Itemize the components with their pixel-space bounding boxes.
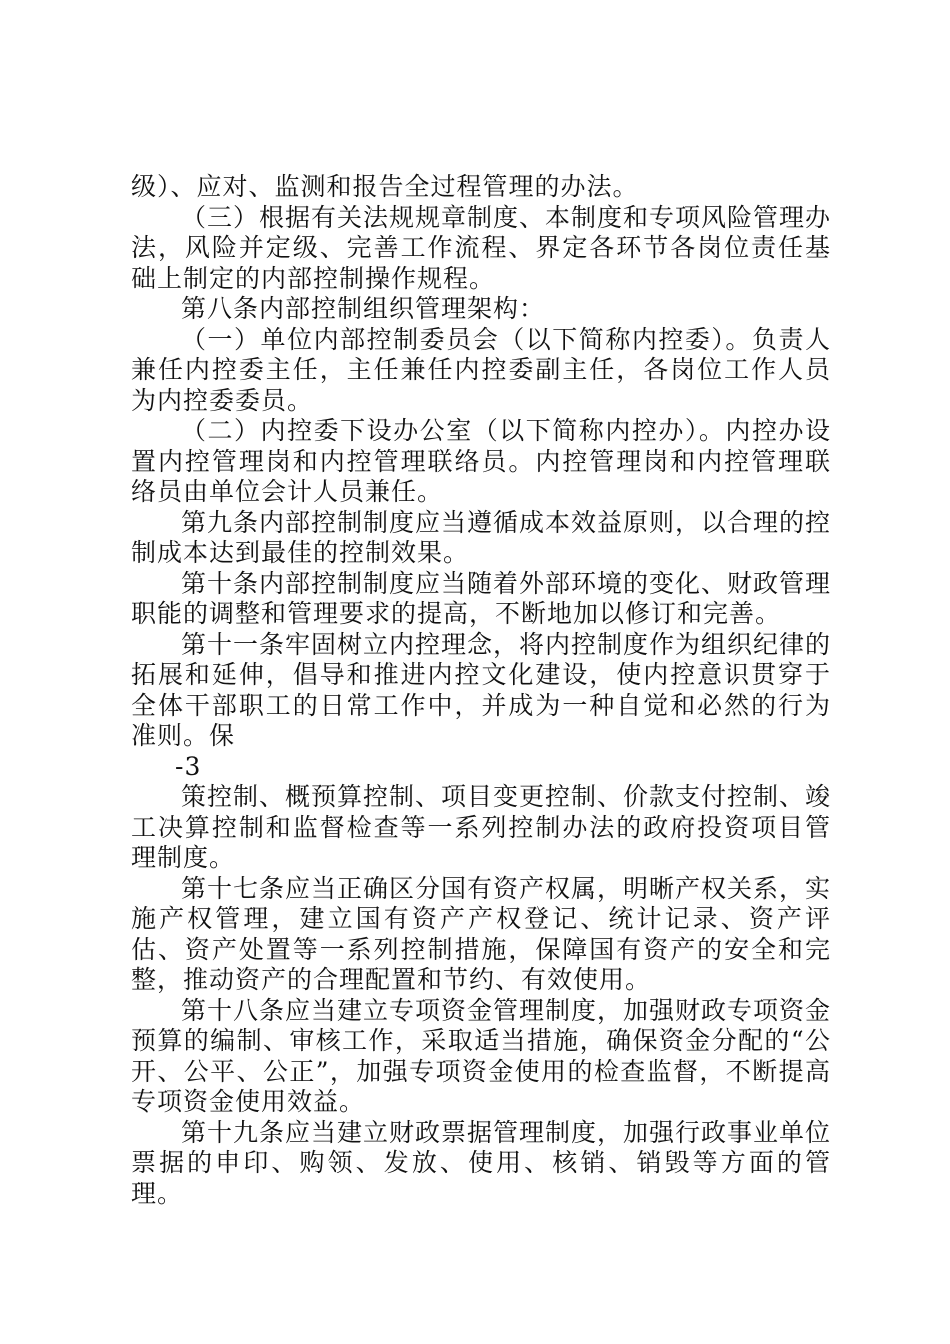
- paragraph-item-three: （三）根据有关法规规章制度、本制度和专项风险管理办法，风险并定级、完善工作流程、界定各环节各岗位责任基础上制定的内部控制操作规程。: [131, 202, 832, 293]
- paragraph-continuation: 级）、应对、监测和报告全过程管理的办法。: [131, 172, 639, 201]
- paragraph-item-one: （一）单位内部控制委员会（以下简称内控委）。负责人兼任内控委主任，主任兼任内控委副主任，各岗位工作人员为内控委委员。: [131, 324, 831, 415]
- paragraph-article-11: 第十一条牢固树立内控理念，将内控制度作为组织纪律的拓展和延伸，倡导和推进内控文化建设，使内控意识贯穿于全体干部职工的日常工作中，并成为一种自觉和必然的行为准则。保: [131, 629, 832, 750]
- paragraph-article-17: 第十七条应当正确区分国有资产权属，明晰产权关系，实施产权管理，建立国有资产产权登记、统计记录、资产评估、资产处置等一系列控制措施，保障国有资产的安全和完整，推动资产的合理配置和节约、有效使用。: [131, 873, 832, 994]
- paragraph-article-19: 第十九条应当建立财政票据管理制度，加强行政事业单位票据的申印、购领、发放、使用、核销、销毁等方面的管理。: [131, 1117, 832, 1208]
- paragraph-article-10: 第十条内部控制制度应当随着外部环境的变化、财政管理职能的调整和管理要求的提高，不断地加以修订和完善。: [131, 568, 832, 628]
- document-body: [131, 172, 831, 1209]
- paragraph-article-18: 第十八条应当建立专项资金管理制度，加强财政专项资金预算的编制、审核工作，采取适当措施，确保资金分配的“公开、公平、公正”，加强专项资金使用的检查监督，不断提高专项资金使用效益。: [131, 995, 832, 1116]
- paragraph-item-two: （二）内控委下设办公室（以下简称内控办）。内控办设置内控管理岗和内控管理联络员。内控管理岗和内控管理联络员由单位会计人员兼任。: [131, 416, 831, 506]
- paragraph-article-8: 第八条内部控制组织管理架构：: [181, 294, 546, 323]
- paragraph-article-9: 第九条内部控制制度应当遵循成本效益原则，以合理的控制成本达到最佳的控制效果。: [131, 507, 832, 567]
- paragraph-continuation-2: 策控制、概预算控制、项目变更控制、价款支付控制、竣工决算控制和监督检查等一系列控制办法的政府投资项目管理制度。: [131, 782, 832, 872]
- page-marker: -3: [175, 751, 202, 781]
